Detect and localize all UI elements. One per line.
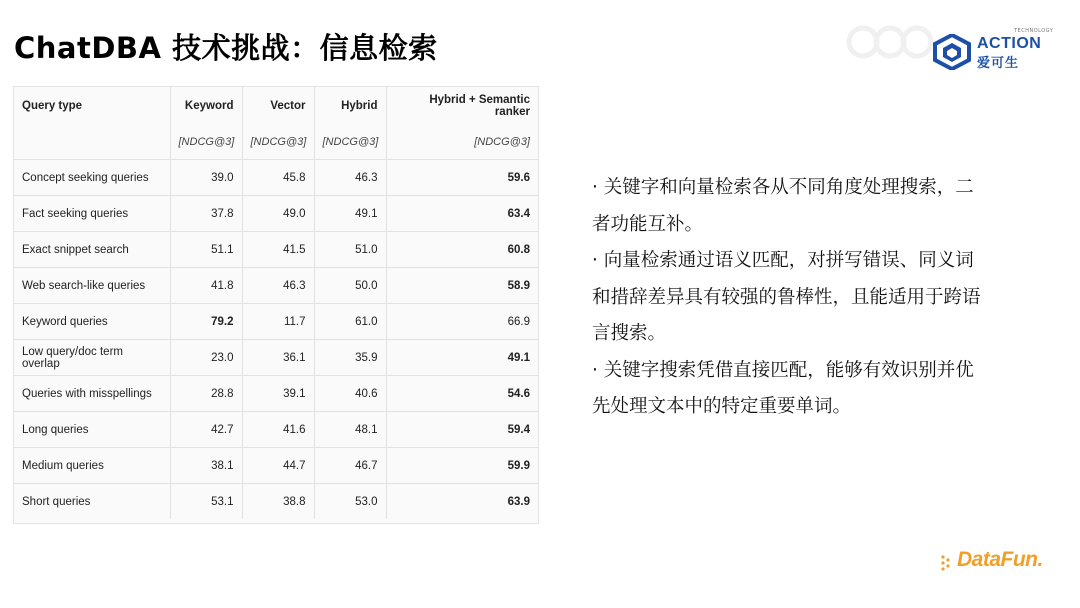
cell-hybrid: 48.1	[314, 412, 386, 448]
row-label: Low query/doc term overlap	[14, 340, 170, 376]
table-row	[14, 484, 538, 520]
bullet-line: 和措辞差异具有较强的鲁棒性，且能适用于跨语	[592, 286, 981, 308]
bullet-text-block	[592, 170, 1032, 426]
datafun-logo	[940, 548, 1050, 578]
bullet-line: · 关键字和向量检索各从不同角度处理搜索，二	[592, 177, 974, 198]
row-label: Web search-like queries	[14, 268, 170, 304]
cell-vector: 38.8	[242, 484, 314, 520]
table-row	[14, 340, 538, 376]
header-query-type: Query type	[14, 87, 170, 125]
cell-vector: 46.3	[242, 268, 314, 304]
cell-hybrid-semantic: 63.4	[386, 196, 538, 232]
header-hybrid-semantic: Hybrid + Semantic ranker	[386, 87, 538, 125]
header-vector: Vector	[242, 87, 314, 125]
action-logo	[933, 34, 1059, 70]
table-row	[14, 448, 538, 484]
cell-hybrid: 46.7	[314, 448, 386, 484]
cell-hybrid: 35.9	[314, 340, 386, 376]
results-table	[14, 87, 538, 519]
cell-hybrid-semantic: 59.9	[386, 448, 538, 484]
cell-keyword: 41.8	[170, 268, 242, 304]
bullet-line: 先处理文本中的特定重要单词。	[592, 396, 852, 417]
row-label: Keyword queries	[14, 304, 170, 340]
header-hybrid: Hybrid	[314, 87, 386, 125]
cell-hybrid: 53.0	[314, 484, 386, 520]
cell-hybrid: 49.1	[314, 196, 386, 232]
cell-vector: 44.7	[242, 448, 314, 484]
cell-hybrid: 46.3	[314, 160, 386, 196]
cell-hybrid: 61.0	[314, 304, 386, 340]
cell-keyword: 39.0	[170, 160, 242, 196]
cell-vector: 41.6	[242, 412, 314, 448]
row-label: Exact snippet search	[14, 232, 170, 268]
metric-keyword: [NDCG@3]	[170, 125, 242, 160]
cell-vector: 45.8	[242, 160, 314, 196]
action-logo-word: ACTION	[977, 35, 1042, 52]
table-row	[14, 412, 538, 448]
cell-hybrid-semantic: 59.4	[386, 412, 538, 448]
cell-hybrid-semantic: 54.6	[386, 376, 538, 412]
bullet-line: 者功能互补。	[592, 213, 704, 235]
cell-hybrid: 50.0	[314, 268, 386, 304]
cell-keyword: 53.1	[170, 484, 242, 520]
cell-hybrid-semantic: 49.1	[386, 340, 538, 376]
cell-hybrid: 40.6	[314, 376, 386, 412]
cell-keyword: 37.8	[170, 196, 242, 232]
cell-hybrid: 51.0	[314, 232, 386, 268]
metric-vector: [NDCG@3]	[242, 125, 314, 160]
table-metric-row	[14, 125, 538, 160]
cell-hybrid-semantic: 66.9	[386, 304, 538, 340]
datafun-wordmark: DataFun.	[957, 548, 1043, 571]
cell-keyword: 38.1	[170, 448, 242, 484]
faded-watermark-logo	[845, 22, 935, 70]
bullet-line: 言搜索。	[592, 323, 667, 344]
cell-keyword: 51.1	[170, 232, 242, 268]
cell-hybrid-semantic: 60.8	[386, 232, 538, 268]
row-label: Medium queries	[14, 448, 170, 484]
table-row	[14, 160, 538, 196]
row-label: Queries with misspellings	[14, 376, 170, 412]
metric-empty	[14, 125, 170, 160]
row-label: Long queries	[14, 412, 170, 448]
cell-hybrid-semantic: 59.6	[386, 160, 538, 196]
table-row	[14, 268, 538, 304]
cell-keyword: 28.8	[170, 376, 242, 412]
cell-hybrid-semantic: 63.9	[386, 484, 538, 520]
row-label: Concept seeking queries	[14, 160, 170, 196]
metric-hybrid: [NDCG@3]	[314, 125, 386, 160]
table-row	[14, 376, 538, 412]
header-keyword: Keyword	[170, 87, 242, 125]
cell-vector: 11.7	[242, 304, 314, 340]
table-header-row	[14, 87, 538, 125]
table-row	[14, 196, 538, 232]
action-logo-chinese: 爱可生	[977, 56, 1020, 71]
bullet-line: · 关键字搜索凭借直接匹配，能够有效识别并优	[592, 359, 974, 381]
row-label: Fact seeking queries	[14, 196, 170, 232]
row-label: Short queries	[14, 484, 170, 520]
metric-hybrid-semantic: [NDCG@3]	[474, 136, 530, 148]
table-row	[14, 304, 538, 340]
cell-vector: 39.1	[242, 376, 314, 412]
cell-vector: 41.5	[242, 232, 314, 268]
action-logo-icon	[933, 34, 971, 70]
action-technology-text: TECHNOLOGY	[1014, 28, 1054, 34]
bullet-line: · 向量检索通过语义匹配，对拼写错误、同义词	[592, 250, 974, 271]
table-row	[14, 232, 538, 268]
cell-keyword: 23.0	[170, 340, 242, 376]
cell-keyword: 79.2	[170, 304, 242, 340]
cell-keyword: 42.7	[170, 412, 242, 448]
cell-vector: 36.1	[242, 340, 314, 376]
cell-hybrid-semantic: 58.9	[386, 268, 538, 304]
ndcg-comparison-table	[13, 86, 539, 524]
cell-vector: 49.0	[242, 196, 314, 232]
slide-title: ChatDBA 技术挑战：信息检索	[14, 31, 438, 65]
